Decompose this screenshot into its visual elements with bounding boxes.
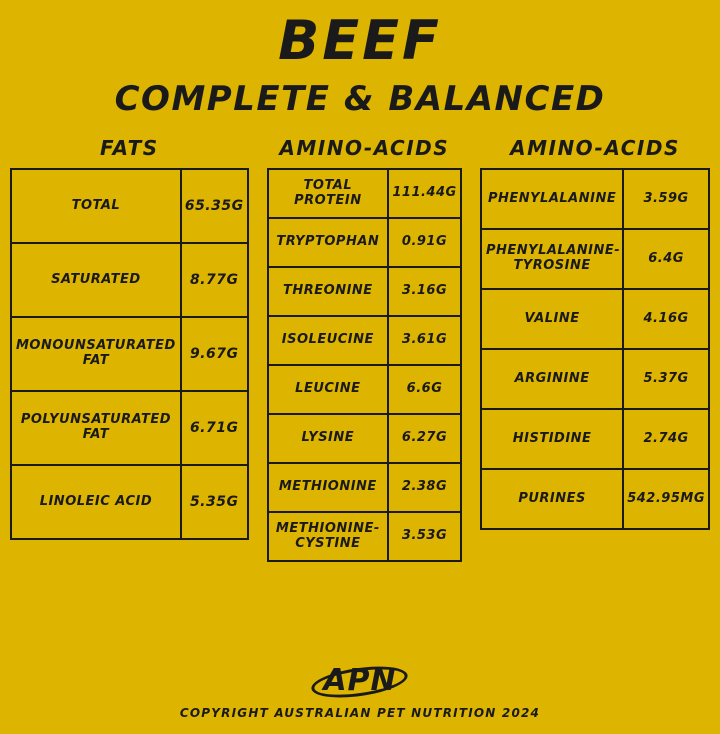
nutrient-value: 2.38G (388, 463, 461, 512)
column-heading-amino-acids-2: AMINO-ACIDS (510, 136, 680, 160)
nutrient-label: METHIONINE (268, 463, 388, 512)
copyright-text: COPYRIGHT AUSTRALIAN PET NUTRITION 2024 (179, 706, 541, 720)
nutrient-label: HISTIDINE (481, 409, 623, 469)
table-row (481, 169, 709, 229)
nutrient-label: MONOUNSATURATED FAT (11, 317, 181, 391)
nutrient-value: 2.74G (623, 409, 709, 469)
nutrient-value: 542.95MG (623, 469, 709, 529)
page-title: BEEF (278, 9, 442, 72)
nutrient-value: 3.53G (388, 512, 461, 561)
nutrient-value: 6.4G (623, 229, 709, 289)
table-amino-acids-2 (480, 168, 710, 530)
nutrient-label: POLYUNSATURATED FAT (11, 391, 181, 465)
nutrient-label: ISOLEUCINE (268, 316, 388, 365)
table-amino-acids-1 (267, 168, 462, 562)
nutrient-label: LYSINE (268, 414, 388, 463)
nutrient-label: PURINES (481, 469, 623, 529)
nutrition-columns (0, 136, 720, 562)
nutrient-label: PHENYLALANINE (481, 169, 623, 229)
column-heading-fats: FATS (99, 136, 159, 160)
table-row (481, 409, 709, 469)
nutrient-value: 65.35G (181, 169, 248, 243)
column-amino-acids-2 (480, 136, 710, 530)
nutrient-value: 5.35G (181, 465, 248, 539)
nutrient-label: TRYPTOPHAN (268, 218, 388, 267)
table-row (11, 169, 248, 243)
apn-logo (317, 664, 402, 698)
nutrient-label: TOTAL (11, 169, 181, 243)
nutrient-value: 8.77G (181, 243, 248, 317)
table-row (268, 218, 461, 267)
table-row (268, 414, 461, 463)
nutrient-label: LEUCINE (268, 365, 388, 414)
table-row (11, 391, 248, 465)
nutrient-value: 6.27G (388, 414, 461, 463)
table-row (268, 316, 461, 365)
nutrient-value: 4.16G (623, 289, 709, 349)
nutrient-value: 3.16G (388, 267, 461, 316)
table-row (11, 243, 248, 317)
nutrient-label: VALINE (481, 289, 623, 349)
page-subtitle: COMPLETE & BALANCED (114, 79, 606, 119)
nutrient-label: PHENYLALANINE-TYROSINE (481, 229, 623, 289)
table-row (268, 365, 461, 414)
table-row (11, 465, 248, 539)
table-fats (10, 168, 249, 540)
nutrient-label: TOTAL PROTEIN (268, 169, 388, 218)
nutrient-label: THREONINE (268, 267, 388, 316)
column-amino-acids-1 (267, 136, 462, 562)
nutrient-label: LINOLEIC ACID (11, 465, 181, 539)
table-row (11, 317, 248, 391)
table-row (481, 349, 709, 409)
nutrient-value: 6.71G (181, 391, 248, 465)
nutrition-infographic (0, 9, 720, 734)
nutrient-label: SATURATED (11, 243, 181, 317)
nutrient-label: ARGININE (481, 349, 623, 409)
column-heading-amino-acids-1: AMINO-ACIDS (279, 136, 450, 160)
nutrient-value: 9.67G (181, 317, 248, 391)
nutrient-value: 5.37G (623, 349, 709, 409)
column-fats (10, 136, 249, 540)
table-row (481, 469, 709, 529)
table-row (268, 512, 461, 561)
table-row (481, 229, 709, 289)
table-row (481, 289, 709, 349)
nutrient-value: 0.91G (388, 218, 461, 267)
table-row (268, 463, 461, 512)
logo-text: APN (323, 663, 397, 698)
table-row (268, 169, 461, 218)
nutrient-value: 111.44G (388, 169, 461, 218)
nutrient-label: METHIONINE-CYSTINE (268, 512, 388, 561)
nutrient-value: 3.61G (388, 316, 461, 365)
nutrient-value: 6.6G (388, 365, 461, 414)
footer (0, 664, 720, 720)
nutrient-value: 3.59G (623, 169, 709, 229)
table-row (268, 267, 461, 316)
